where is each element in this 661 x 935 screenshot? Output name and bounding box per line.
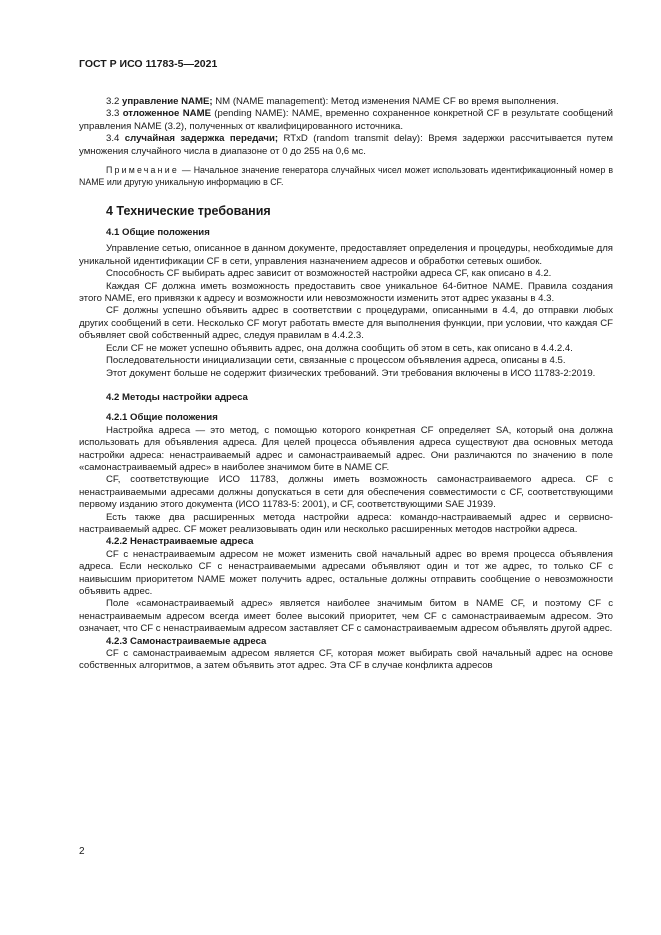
section-4-2-3-title: 4.2.3 Самонастраиваемые адреса (106, 635, 267, 647)
section-4-2-1-title: 4.2.1 Общие положения (106, 412, 218, 424)
definition-text: (pending NAME): NAME, временно сохраненное конкретной CF в результате сообщений управления NAME (3.2), полученных от квалифицированного источника. (79, 108, 613, 132)
note (79, 165, 613, 188)
paragraph: CF с самонастраиваемым адресом является CF, которая может выбирать свой начальный адрес на основе собственных алгоритмов, а затем объявить этот адрес. Эта CF в случае конфликта адресов (79, 648, 613, 672)
paragraph: Есть также два расширенных метода настройки адреса: командо-настраиваемый адрес и сервисно-настраиваемый адрес. CF может реализовывать один или несколько расширенных методов настройки адреса. (79, 511, 613, 535)
section-4-title: 4 Технические требования (106, 204, 271, 219)
section-4-1-title: 4.1 Общие положения (106, 227, 210, 239)
paragraph: CF с ненастраиваемым адресом не может изменить свой начальный адрес во время процесса объявления адреса. Если несколько CF с ненастраиваемыми адресами объявляют один и тот же адрес, то только CF с наивысшим приоритетом NAME может получить адрес, остальные должны отправить сообщение о невозможности объявить адрес. (79, 548, 613, 597)
definition-number: 3.4 (106, 133, 120, 145)
paragraph: CF должны успешно объявить адрес в соответствии с процедурами, описанными в 4.4, до отправки любых других сообщений в сети. Несколько CF могут работать вместе для выполнения функции, при условии, что каждая CF объявляет свой собственный адрес, следуя правилам в 4.4.2.3. (79, 305, 613, 342)
note-text: — Начальное значение генератора случайных чисел может использовать идентификационный номер в NAME или другую уникальную информацию в CF. (79, 165, 613, 187)
section-4-2-title: 4.2 Методы настройки адреса (106, 391, 248, 403)
paragraph: CF, соответствующие ИСО 11783, должны иметь возможность самонастраиваемого адреса. CF с ненастраиваемыми адресами должны допускаться в сети для обеспечения совместимости с CF, соответствующими первому изданию этого документа (ИСО 11783-5: 2001), и CF, соответствующими SAE J1939. (79, 474, 613, 511)
definition-number: 3.3 (106, 108, 120, 120)
section-4-2-2-title: 4.2.2 Ненастраиваемые адреса (106, 536, 254, 548)
paragraph: Если CF не может успешно объявить адрес, она должна сообщить об этом в сеть, как описано в 4.4.2.4. (106, 342, 573, 354)
definition-3-2 (79, 96, 613, 108)
definition-term: случайная задержка передачи; (124, 133, 279, 145)
definition-3-4 (79, 133, 613, 158)
definition-text: NM (NAME management): Метод изменения NAME CF во время выполнения. (212, 96, 559, 107)
document-header: ГОСТ Р ИСО 11783-5—2021 (79, 58, 218, 70)
page-number: 2 (79, 846, 85, 857)
definition-text: RTxD (random transmit delay): Время задержки рассчитывается путем умножения случайного числа в диапазоне от 0 до 255 на 0,6 мс. (79, 133, 613, 157)
page-content (79, 96, 613, 673)
paragraph: Настройка адреса — это метод, с помощью которого конкретная CF определяет SA, который она должна использовать для объявления адреса. Для целей процесса объявления адреса существуют два основных метода настройки адреса: ненастраиваемый адрес и самонастраиваемый адрес. Они различаются по значению в поле «самонастраиваемый адрес» в наиболее значимом бите в NAME CF. (79, 424, 613, 473)
definition-term: управление NAME; (122, 96, 213, 107)
paragraph: Каждая CF должна иметь возможность предоставить свое уникальное 64-битное NAME. Правила создания этого NAME, его привязки к адресу и возможности или невозможности изменить этот адрес указаны в 4.3. (79, 280, 613, 305)
paragraph: Этот документ больше не содержит физических требований. Эти требования включены в ИСО 11783-2:2019. (106, 367, 596, 379)
definition-term: отложенное NAME (122, 108, 211, 120)
definition-3-3 (79, 108, 613, 133)
definition-number: 3.2 (106, 96, 120, 107)
paragraph: Способность CF выбирать адрес зависит от возможностей настройки адреса CF, как описано в 4.2. (106, 268, 552, 280)
paragraph: Поле «самонастраиваемый адрес» является наиболее значимым битом в NAME CF, и поэтому CF с ненастраиваемым адресом всегда имеет более высокий приоритет, чем CF с самонастраиваемым адресом. Это означает, что CF с ненастраиваемым адресом заставляет CF с самонастраиваемым адресом объявлять другой адрес. (79, 598, 613, 635)
note-label: Примечание (106, 165, 179, 176)
paragraph: Последовательности инициализации сети, связанные с процессом объявления адреса, описаны в 4.5. (106, 355, 566, 367)
paragraph: Управление сетью, описанное в данном документе, предоставляет определения и процедуры, необходимые для уникальной идентификации CF в сети, управления назначением адресов и обработки сетевых ошибок. (79, 243, 613, 267)
